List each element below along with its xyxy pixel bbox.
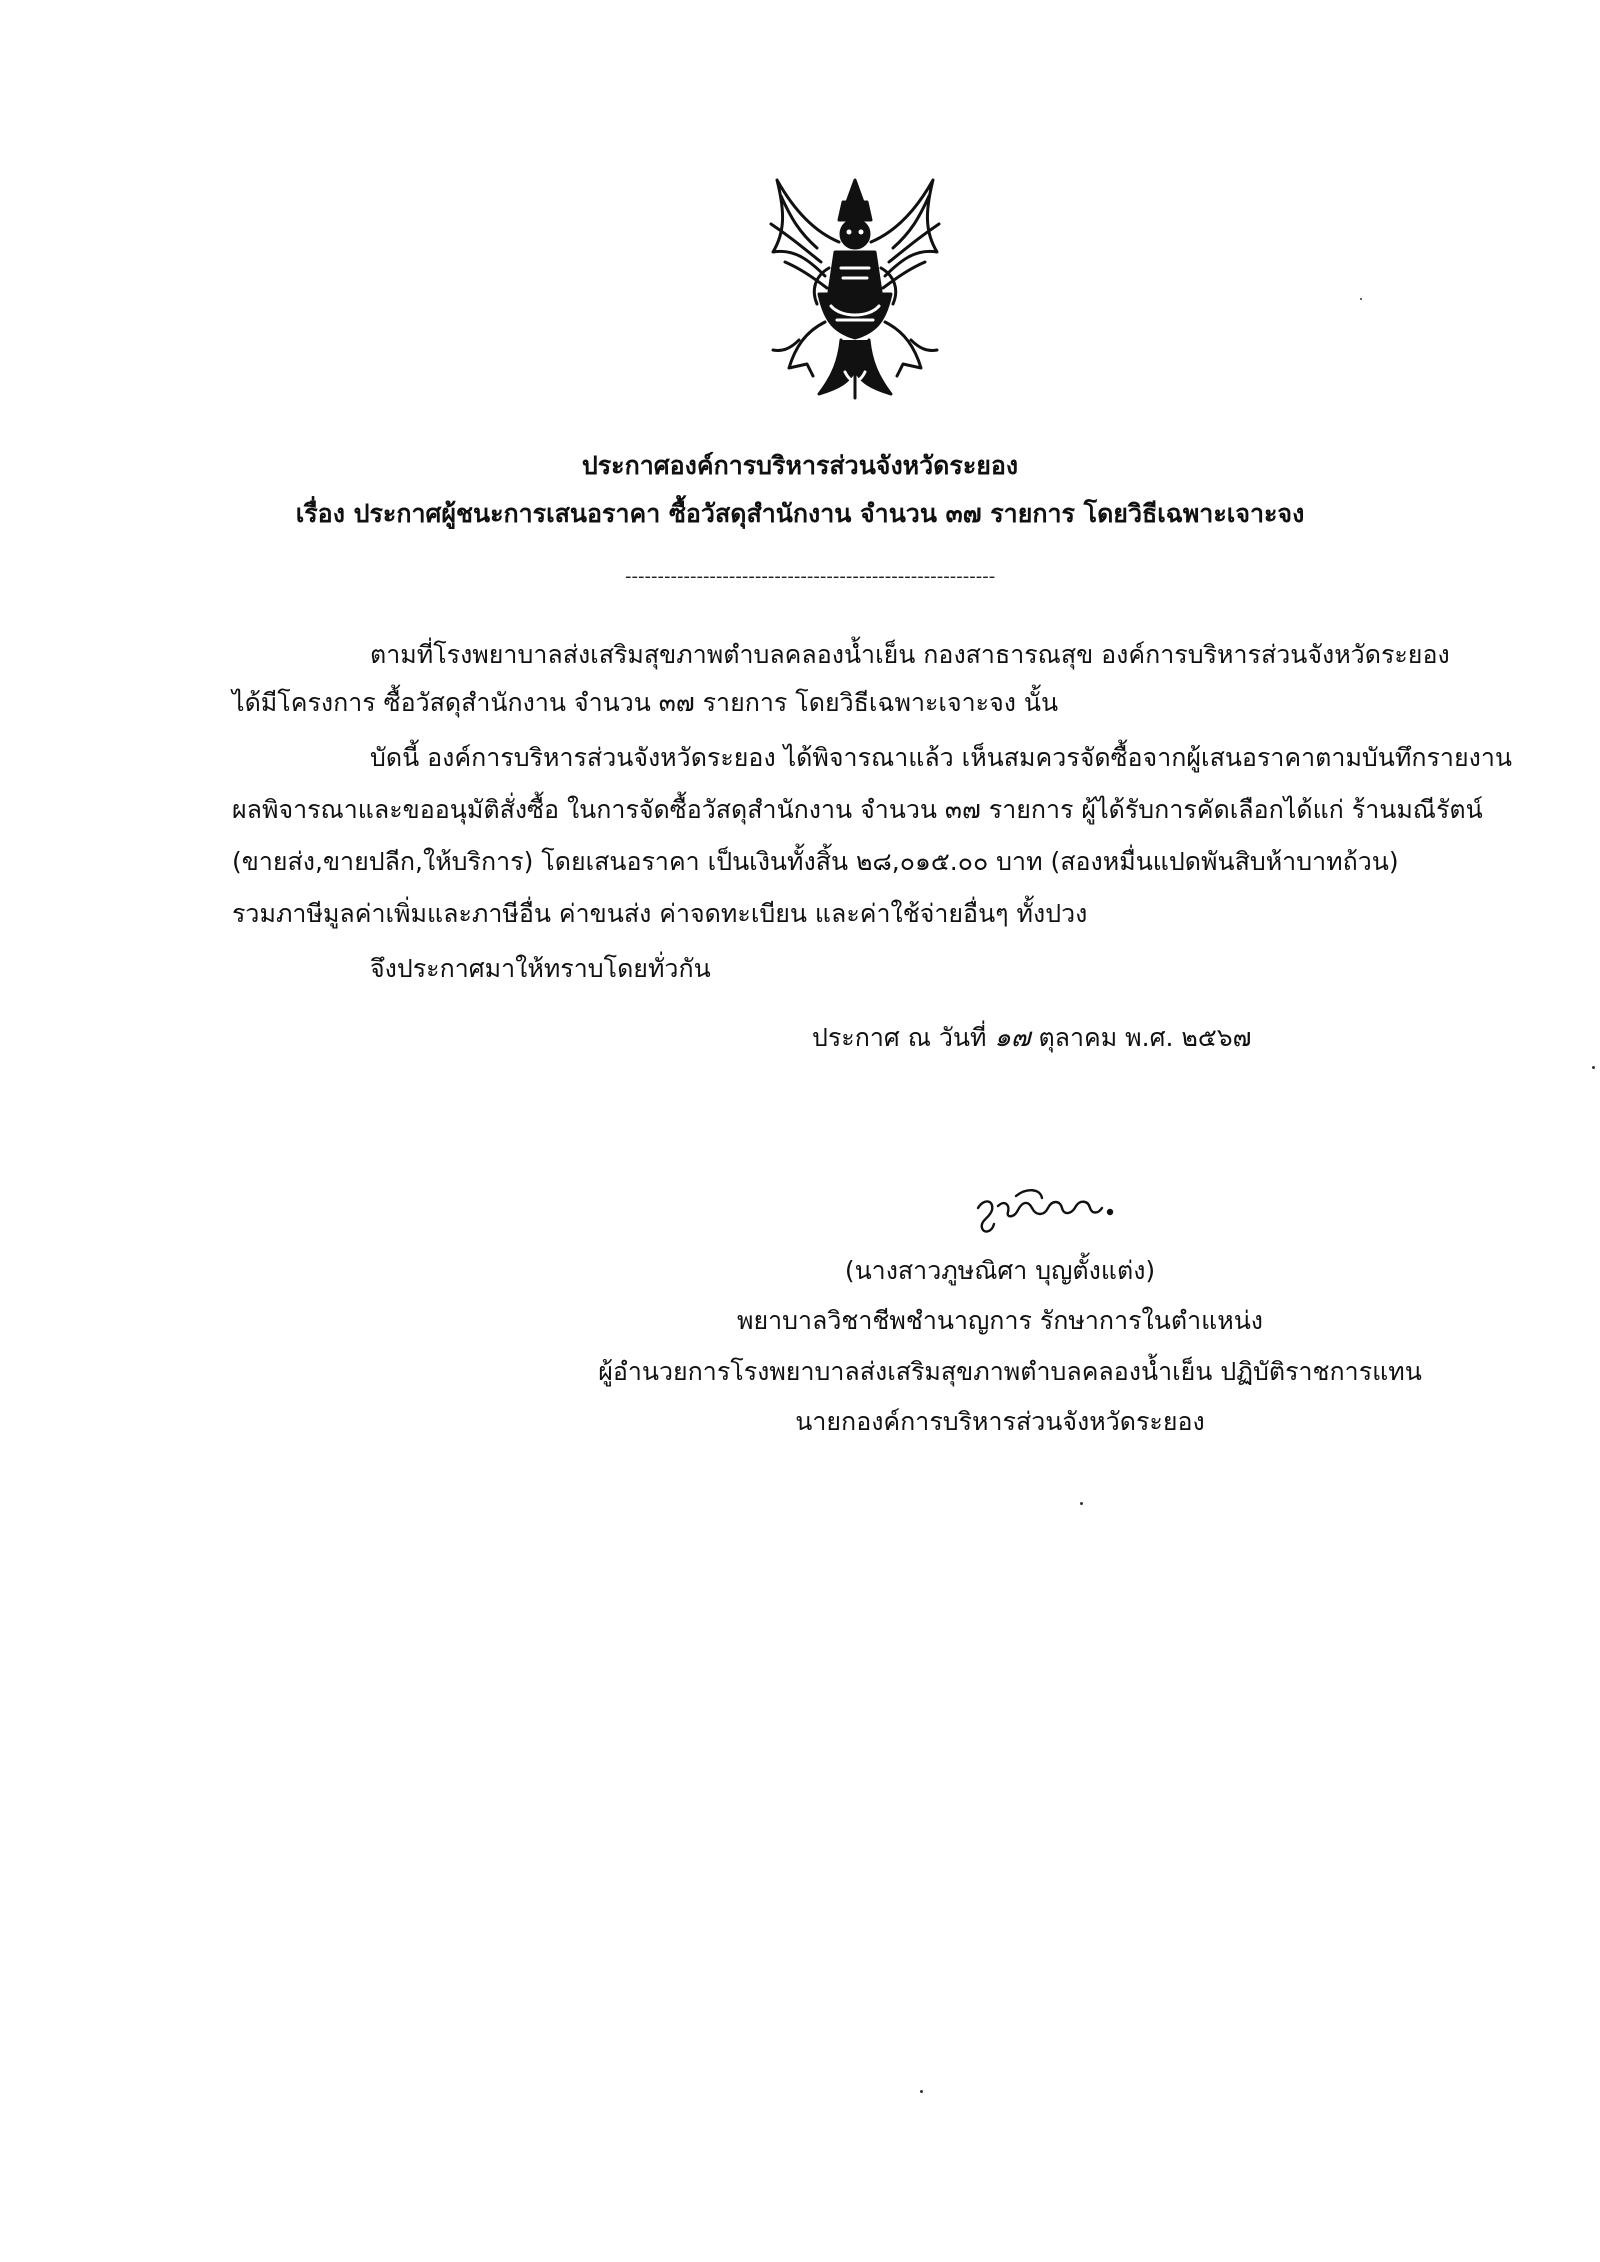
garuda-emblem-icon [755,172,955,412]
document-title: ประกาศองค์การบริหารส่วนจังหวัดระยอง [581,451,1019,480]
signatory-position-2: ผู้อำนวยการโรงพยาบาลส่งเสริมสุขภาพตำบลคลองน้ำเย็น ปฏิบัติราชการแทน [598,1357,1422,1386]
scan-speck [1080,1502,1083,1505]
signatory-name: (นางสาวภูษณิศา บุญตั้งแต่ง) [844,1256,1156,1285]
scan-speck [1592,1066,1595,1069]
paragraph-2-line-2: ผลพิจารณาและขออนุมัติสั่งซื้อ ในการจัดซื้อวัสดุสำนักงาน จำนวน ๓๗ รายการ ผู้ได้รับการคัดเลือกได้แก่ ร้านมณีรัตน์ [232,795,1483,824]
signatory-position-1: พยาบาลวิชาชีพชำนาญการ รักษาการในตำแหน่ง [736,1306,1263,1335]
paragraph-2-line-3: (ขายส่ง,ขายปลีก,ให้บริการ) โดยเสนอราคา เป็นเงินทั้งสิ้น ๒๘,๐๑๕.๐๐ บาท (สองหมื่นแปดพันสิบห้าบาทถ้วน) [232,847,1399,876]
date-day-handwritten: ๑๗ [994,1023,1031,1053]
announcement-date [812,1018,1251,1058]
handwritten-signature [970,1178,1120,1240]
scan-speck [1360,298,1362,300]
closing-statement: จึงประกาศมาให้ทราบโดยทั่วกัน [370,954,711,983]
document-subject: เรื่อง ประกาศผู้ชนะการเสนอราคา ซื้อวัสดุสำนักงาน จำนวน ๓๗ รายการ โดยวิธีเฉพาะเจาะจง [295,499,1305,528]
date-prefix: ประกาศ ณ วันที่ [812,1023,987,1052]
divider-line: --------------------------------------------------------- [625,566,996,587]
scan-speck [920,2090,923,2093]
date-suffix: ตุลาคม พ.ศ. ๒๕๖๗ [1038,1023,1252,1052]
paragraph-1-line-2: ได้มีโครงการ ซื้อวัสดุสำนักงาน จำนวน ๓๗ รายการ โดยวิธีเฉพาะเจาะจง นั้น [232,688,1059,717]
paragraph-2-line-4: รวมภาษีมูลค่าเพิ่มและภาษีอื่น ค่าขนส่ง ค่าจดทะเบียน และค่าใช้จ่ายอื่นๆ ทั้งปวง [232,899,1088,928]
paragraph-1-line-1: ตามที่โรงพยาบาลส่งเสริมสุขภาพตำบลคลองน้ำเย็น กองสาธารณสุข องค์การบริหารส่วนจังหวัดระยอง [370,640,1450,669]
paragraph-2-line-1: บัดนี้ องค์การบริหารส่วนจังหวัดระยอง ได้พิจารณาแล้ว เห็นสมควรจัดซื้อจากผู้เสนอราคาตามบันทึกรายงาน [370,743,1512,772]
signatory-position-3: นายกองค์การบริหารส่วนจังหวัดระยอง [795,1407,1205,1436]
